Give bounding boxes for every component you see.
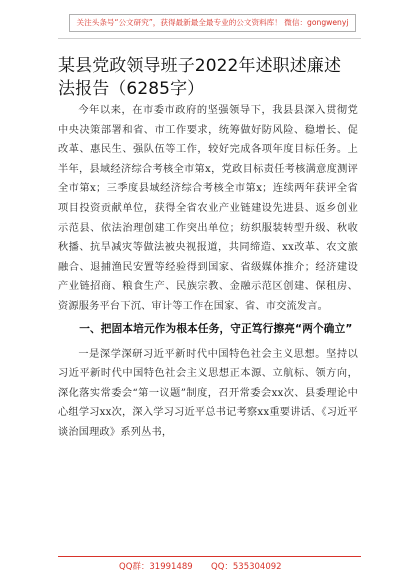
footer-divider	[58, 556, 361, 557]
document-title: 某县党政领导班子2022年述职述廉述法报告（6285字）	[58, 56, 342, 99]
header-divider	[58, 38, 361, 39]
header-banner: 关注头条号“公文研究”，获得最新最全最专业的公文资料库！ 微信：gongwenyj	[69, 14, 356, 32]
document-body	[58, 101, 358, 443]
paragraph-section-1: 一是深学深研习近平新时代中国特色社会主义思想。坚持以习近平新时代中国特色社会主义思想正本源、立航标、领方向，深化落实常委会“第一议题”制度，召开常委会xx次、县委理论中心组学习xx次，深入学习习近平总书记考察xx重要讲话、《习近平谈治国理政》系列丛书，	[58, 348, 358, 438]
section-heading-1: 一、把固本培元作为根本任务，守正笃行擦亮“两个确立”	[79, 322, 353, 335]
paragraph-intro: 今年以来，在市委市政府的坚强领导下，我县县深入贯彻党中央决策部署和省、市工作要求，统筹做好防风险、稳增长、促改革、惠民生、强队伍等工作，较好完成各项年度目标任务。上半年，县域经济综合考核全市第x，党政目标责任考核满意度测评全市第x；三季度县域经济综合考核全市第x；连续两年获评全省项目投资贡献单位，获得全省农业产业链建设先进县、返乡创业示范县、依法治理创建工作突出单位；纺织服装转型升级、秋收秋播、抗旱减灾等做法被央视报道，共同缔造、xx改革、农文旅融合、退捕渔民安置等经验得到国家、省级媒体推介；经济建设产业链招商、粮食生产、民族宗教、金融示范区创建、保租房、资源服务平台下沉、审计等工作在国家、省、市交流发言。	[58, 105, 358, 312]
footer-qq-group: QQ群：31991489	[119, 562, 193, 572]
footer	[0, 559, 408, 575]
footer-qq: QQ：535304092	[211, 562, 282, 572]
